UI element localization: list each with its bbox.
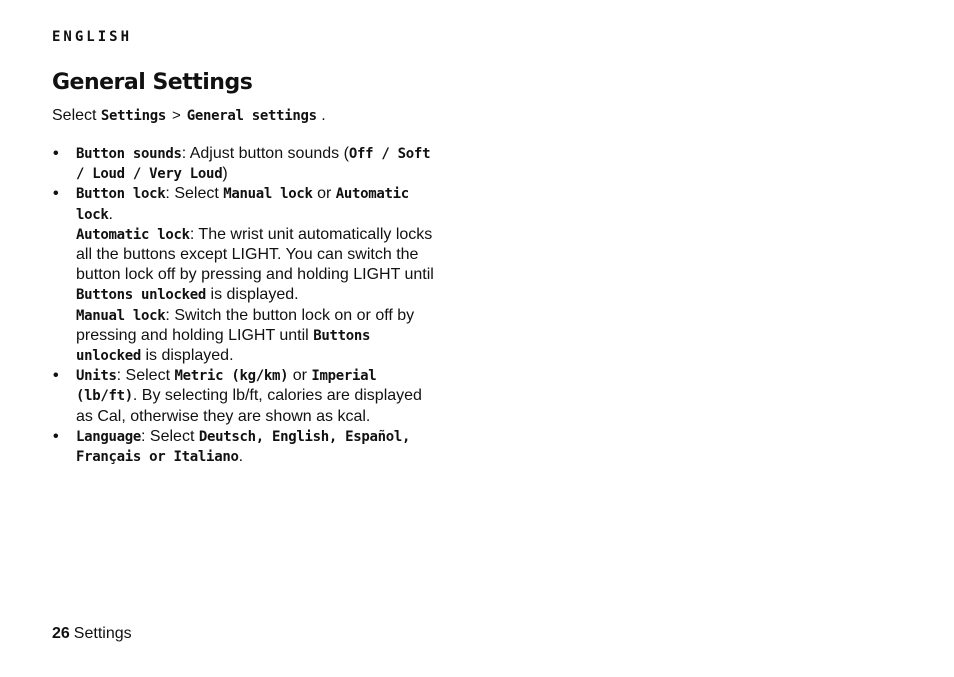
term-manual-lock: Manual lock (76, 307, 166, 324)
intro-suffix: . (321, 107, 326, 124)
term-automatic-lock: Automatic lock (76, 226, 190, 243)
option-automatic-lock: Automatic lock (76, 186, 409, 223)
item-text: or (312, 185, 336, 203)
menu-path-general-settings: General settings (186, 108, 317, 124)
term-language: Language (76, 428, 142, 445)
sound-options: Off / Soft / Loud / Very Loud (76, 146, 431, 183)
term-units: Units (76, 368, 117, 385)
list-item-units (52, 366, 442, 427)
item-text: : The wrist unit automatically locks all the buttons except LIGHT. You can switch the button lock off by pressing and holding LIGHT until (76, 225, 434, 284)
list-item-button-sounds (52, 144, 442, 184)
menu-separator: > (171, 107, 181, 124)
item-text: or (288, 367, 312, 385)
option-metric: Metric (kg/km) (174, 368, 289, 385)
bullet-icon: • (53, 145, 59, 162)
bullet-icon: • (53, 427, 59, 445)
intro-line (52, 106, 326, 126)
option-imperial: Imperial (lb/ft) (76, 368, 377, 405)
bullet-icon: • (53, 185, 59, 203)
language-options: Deutsch, English, Español, Français or Italiano (76, 428, 411, 466)
status-buttons-unlocked: Buttons unlocked (76, 327, 371, 365)
item-text: . By selecting lb/ft, calories are displayed as Cal, otherwise they are shown as kcal. (76, 387, 422, 425)
item-text: ) (222, 165, 228, 183)
term-button-sounds: Button sounds (76, 146, 182, 162)
item-text: . (108, 205, 113, 223)
item-text: : Select (141, 427, 199, 445)
manual-lock-description (76, 306, 442, 367)
page-title: General Settings (52, 70, 253, 95)
option-manual-lock: Manual lock (223, 186, 313, 203)
item-text: is displayed. (206, 286, 299, 304)
list-item-button-lock (52, 184, 442, 366)
automatic-lock-description (76, 225, 442, 306)
item-text: is displayed. (141, 347, 234, 365)
item-text: : Adjust button sounds ( (181, 145, 349, 162)
item-text: . (238, 448, 244, 466)
item-text: : Select (116, 367, 175, 385)
term-button-lock: Button lock (76, 186, 166, 203)
bullet-icon: • (53, 367, 59, 385)
item-text: : Select (165, 185, 224, 203)
status-buttons-unlocked: Buttons unlocked (76, 287, 207, 304)
intro-prefix: Select (52, 107, 97, 124)
language-header: ENGLISH (52, 29, 133, 45)
settings-list (52, 144, 442, 467)
list-item-language (52, 427, 442, 467)
page-number: 26 (52, 625, 70, 642)
menu-path-settings: Settings (100, 108, 166, 124)
footer-section: Settings (73, 625, 132, 642)
item-text: : Switch the button lock on or off by pressing and holding LIGHT until (76, 306, 415, 344)
page-footer (52, 625, 132, 643)
